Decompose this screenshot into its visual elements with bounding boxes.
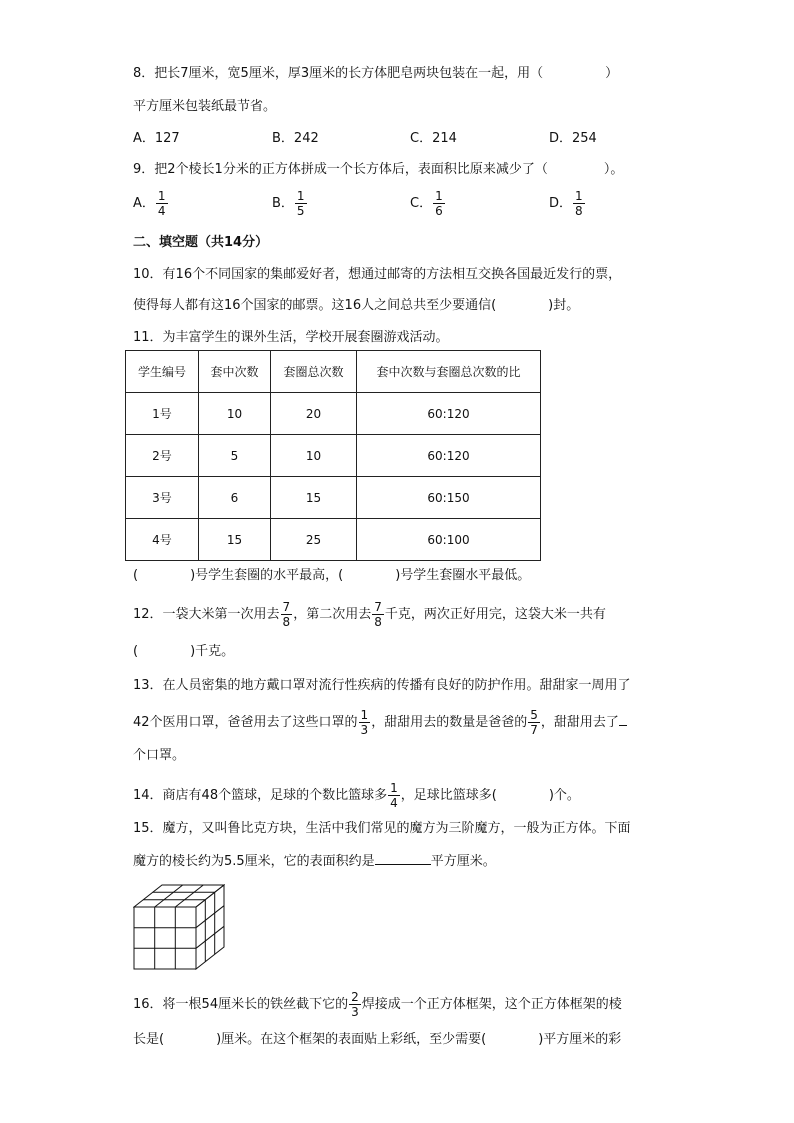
q10-line2: 使得每人都有这16个国家的邮票。这16人之间总共至少要通信( )封。 bbox=[133, 298, 580, 313]
q12-line1: 12．一袋大米第一次用去 $\frac{7}{8}$ ，第二次用去 $\frac{7}{8}$ 千克，两次正好用完，这袋大米一共有 bbox=[133, 600, 606, 629]
table-header: 套中次数与套圈总次数的比 bbox=[357, 351, 541, 393]
q9-option-d-fraction: $\frac{1}{8}$ bbox=[575, 189, 583, 218]
q14-line: 14．商店有48个篮球，足球的个数比篮球多 $\frac{1}{4}$ ，足球比篮球多( )个。 bbox=[133, 781, 580, 810]
q15-line2: 魔方的棱长约为5.5厘米，它的表面积约是 平方厘米。 bbox=[133, 850, 496, 872]
table-cell: 6 bbox=[199, 477, 271, 519]
table-row bbox=[126, 477, 541, 519]
table-header: 套圈总次数 bbox=[271, 351, 357, 393]
q16-line2: 长是( )厘米。在这个框架的表面贴上彩纸，至少需要( )平方厘米的彩 bbox=[133, 1032, 622, 1047]
q9-option-c-fraction: $\frac{1}{6}$ bbox=[435, 189, 443, 218]
table-cell: 60:150 bbox=[357, 477, 541, 519]
q9-text: 9．把2个棱长1分米的正方体拼成一个长方体后，表面积比原来减少了（ bbox=[133, 162, 548, 177]
q11-answer-line: ( )号学生套圈的水平最高，( )号学生套圈水平最低。 bbox=[133, 568, 531, 583]
table-cell: 20 bbox=[271, 393, 357, 435]
q9-line: 9．把2个棱长1分米的正方体拼成一个长方体后，表面积比原来减少了（ ）。 bbox=[133, 162, 624, 177]
q13-blank[interactable] bbox=[619, 711, 627, 726]
q13-fraction-1: $\frac{1}{3}$ bbox=[360, 708, 369, 737]
q13-fraction-2: $\frac{5}{7}$ bbox=[530, 708, 538, 737]
q16-line1: 16．将一根54厘米长的铁丝截下它的 $\frac{2}{3}$ 焊接成一个正方体框架，这个正方体框架的棱 bbox=[133, 990, 622, 1019]
table-cell: 3号 bbox=[126, 477, 199, 519]
q14-fraction: $\frac{1}{4}$ bbox=[390, 781, 398, 810]
table-cell: 60:120 bbox=[357, 393, 541, 435]
q8-text: 8．把长7厘米，宽5厘米，厚3厘米的长方体肥皂两块包装在一起，用（ bbox=[133, 66, 544, 81]
table-row bbox=[126, 435, 541, 477]
table-cell: 2号 bbox=[126, 435, 199, 477]
table-cell: 5 bbox=[199, 435, 271, 477]
q10-line1: 10．有16个不同国家的集邮爱好者，想通过邮寄的方法相互交换各国最近发行的票， bbox=[133, 267, 622, 282]
q15-line1: 15．魔方，又叫鲁比克方块，生活中我们常见的魔方为三阶魔方，一般为正方体。下面 bbox=[133, 821, 631, 836]
q9-option-b[interactable]: B． $\frac{1}{5}$ bbox=[272, 189, 305, 218]
q9-option-b-fraction: $\frac{1}{5}$ bbox=[296, 189, 305, 218]
table-cell: 15 bbox=[271, 477, 357, 519]
q9-option-c[interactable]: C． $\frac{1}{6}$ bbox=[410, 189, 443, 218]
table-cell: 60:120 bbox=[357, 435, 541, 477]
q11-table bbox=[125, 350, 541, 561]
q13-line1: 13．在人员密集的地方戴口罩对流行性疾病的传播有良好的防护作用。甜甜家一周用了 bbox=[133, 678, 631, 693]
q9-option-d[interactable]: D． $\frac{1}{8}$ bbox=[549, 189, 583, 218]
q8-option-b[interactable]: B．242 bbox=[272, 131, 319, 146]
table-cell: 10 bbox=[271, 435, 357, 477]
q15-blank[interactable] bbox=[375, 850, 431, 865]
q9-option-a[interactable]: A． $\frac{1}{4}$ bbox=[133, 189, 166, 218]
table-header: 套中次数 bbox=[199, 351, 271, 393]
section-title: 二、填空题（共14分） bbox=[133, 235, 269, 250]
table-row bbox=[126, 519, 541, 561]
q9-option-a-fraction: $\frac{1}{4}$ bbox=[157, 189, 166, 218]
q12-fraction-1: $\frac{7}{8}$ bbox=[282, 600, 291, 629]
q12-line2: ( )千克。 bbox=[133, 644, 235, 659]
q8-option-c[interactable]: C．214 bbox=[410, 131, 457, 146]
q12-fraction-2: $\frac{7}{8}$ bbox=[374, 600, 382, 629]
q16-fraction: $\frac{2}{3}$ bbox=[351, 990, 359, 1019]
table-cell: 60:100 bbox=[357, 519, 541, 561]
rubiks-cube-figure bbox=[133, 884, 225, 970]
q8-line1: 8．把长7厘米，宽5厘米，厚3厘米的长方体肥皂两块包装在一起，用（ ） bbox=[133, 66, 619, 81]
table-header: 学生编号 bbox=[126, 351, 199, 393]
table-cell: 25 bbox=[271, 519, 357, 561]
table-header-row bbox=[126, 351, 541, 393]
q8-option-d[interactable]: D．254 bbox=[549, 131, 597, 146]
q11-text: 11．为丰富学生的课外生活，学校开展套圈游戏活动。 bbox=[133, 330, 449, 345]
q8-option-a[interactable]: A．127 bbox=[133, 131, 180, 146]
q8-line2: 平方厘米包装纸最节省。 bbox=[133, 99, 277, 114]
table-cell: 4号 bbox=[126, 519, 199, 561]
table-cell: 1号 bbox=[126, 393, 199, 435]
table-cell: 15 bbox=[199, 519, 271, 561]
table-cell: 10 bbox=[199, 393, 271, 435]
q13-line3: 个口罩。 bbox=[133, 748, 186, 763]
q13-line2: 42个医用口罩，爸爸用去了这些口罩的 $\frac{1}{3}$ ，甜甜用去的数量是爸爸的 $\frac{5}{7}$ ，甜甜用去了 bbox=[133, 708, 627, 737]
table-row bbox=[126, 393, 541, 435]
